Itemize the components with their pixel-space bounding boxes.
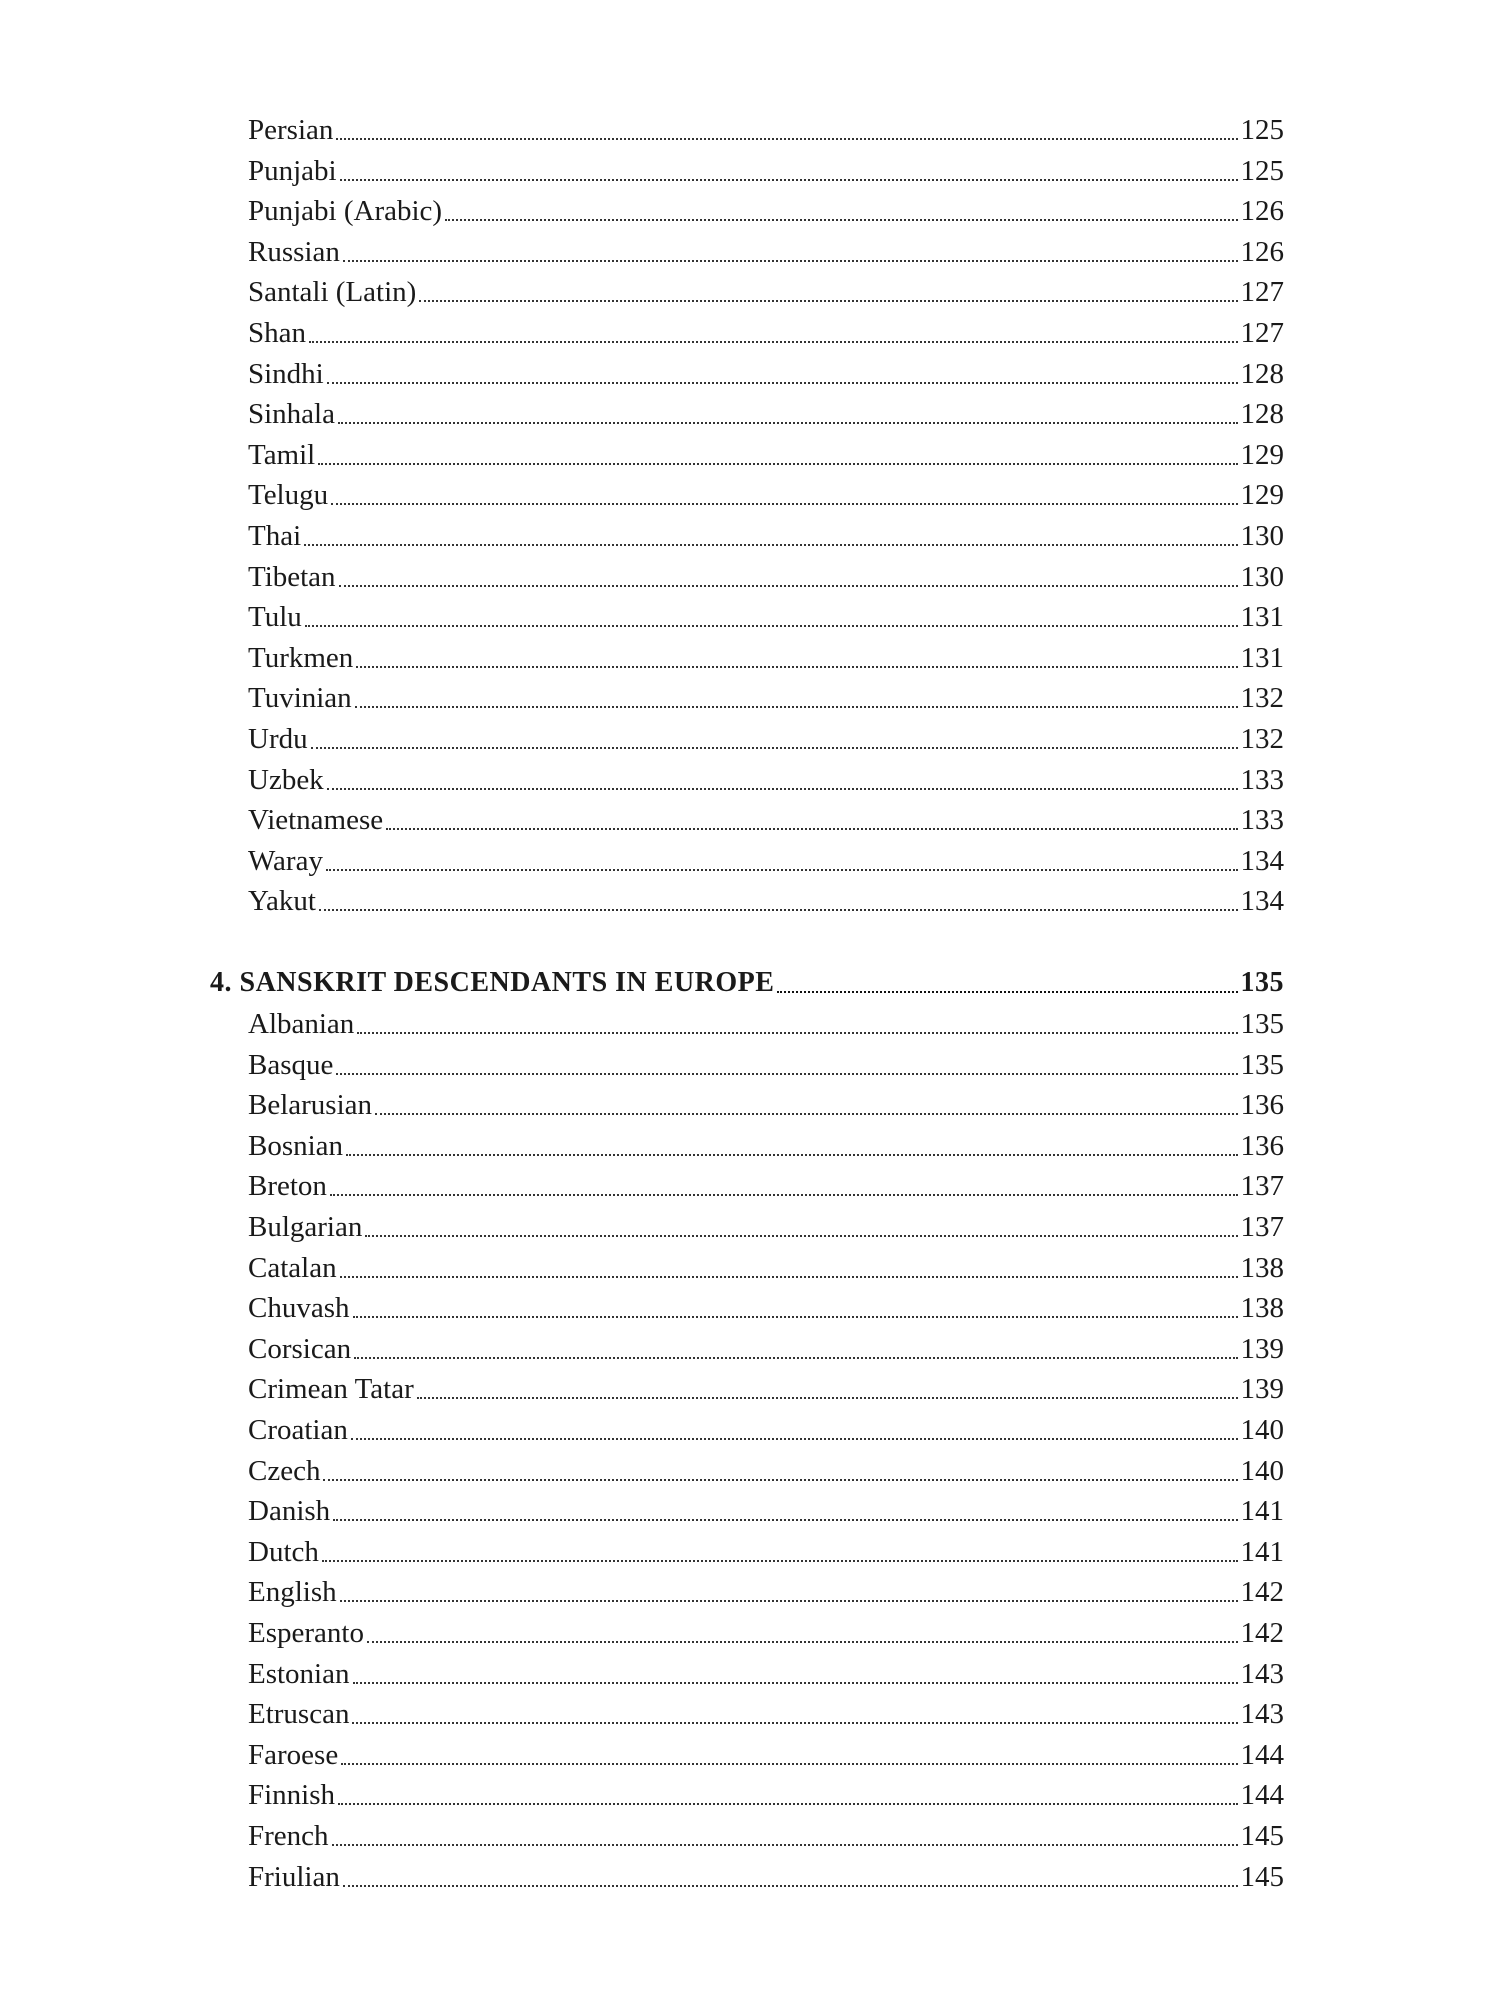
dot-leader (357, 1032, 1237, 1034)
dot-leader (338, 1803, 1237, 1805)
toc-entry-label: Danish (248, 1495, 331, 1527)
toc-entry-label: Sindhi (248, 358, 324, 390)
toc-entry-label: French (248, 1820, 329, 1852)
toc-entry[interactable] (248, 841, 1284, 881)
toc-page-number: 139 (1240, 1373, 1284, 1405)
toc-entry-label: Tulu (248, 601, 302, 633)
toc-page-number: 145 (1240, 1861, 1284, 1893)
dot-leader (777, 991, 1237, 993)
toc-entry-label: Uzbek (248, 764, 324, 796)
toc-entry-label: 4. SANSKRIT DESCENDANTS IN EUROPE (210, 967, 775, 998)
toc-entry[interactable] (248, 1735, 1284, 1775)
dot-leader (327, 788, 1238, 790)
toc-entry-label: Persian (248, 114, 334, 146)
dot-leader (327, 382, 1238, 384)
toc-entry-label: Shan (248, 317, 306, 349)
toc-entry[interactable] (248, 1045, 1284, 1085)
toc-page-number: 145 (1240, 1820, 1284, 1852)
dot-leader (330, 1194, 1238, 1196)
toc-entry[interactable] (248, 1207, 1284, 1247)
toc-page-number: 132 (1240, 682, 1284, 714)
dot-leader (340, 179, 1238, 181)
dot-leader (341, 1763, 1237, 1765)
toc-entry-label: Corsican (248, 1333, 352, 1365)
toc-entry-label: English (248, 1576, 337, 1608)
toc-entry-label: Tibetan (248, 561, 336, 593)
dot-leader (352, 1722, 1237, 1724)
toc-entry[interactable] (248, 516, 1284, 556)
toc-entry[interactable] (248, 1166, 1284, 1206)
toc-entry-label: Waray (248, 845, 323, 877)
toc-page-number: 134 (1240, 845, 1284, 877)
dot-leader (353, 1316, 1238, 1318)
toc-entry-label: Telugu (248, 479, 329, 511)
toc-page-number: 126 (1240, 195, 1284, 227)
toc-page-number: 135 (1240, 967, 1284, 998)
toc-entry[interactable] (248, 272, 1284, 312)
toc-page-number: 135 (1240, 1049, 1284, 1081)
toc-page-number: 131 (1240, 601, 1284, 633)
toc-entry-label: Dutch (248, 1536, 319, 1568)
dot-leader (351, 1438, 1238, 1440)
toc-page-number: 129 (1240, 439, 1284, 471)
dot-leader (331, 503, 1237, 505)
toc-entry-label: Crimean Tatar (248, 1373, 414, 1405)
dot-leader (343, 260, 1238, 262)
toc-page-number: 141 (1240, 1536, 1284, 1568)
toc-entry-label: Bosnian (248, 1130, 344, 1162)
dot-leader (367, 1641, 1238, 1643)
toc-entry-label: Punjabi (Arabic) (248, 195, 443, 227)
toc-entry-label: Thai (248, 520, 302, 552)
toc-entry[interactable] (248, 800, 1284, 840)
toc-entry[interactable] (248, 760, 1284, 800)
toc-entry[interactable] (248, 1613, 1284, 1653)
toc-entry[interactable] (248, 1288, 1284, 1328)
toc-page-number: 126 (1240, 236, 1284, 268)
toc-page-number: 142 (1240, 1576, 1284, 1608)
toc-entry-label: Albanian (248, 1008, 355, 1040)
dot-leader (336, 138, 1237, 140)
toc-entry[interactable] (248, 435, 1284, 475)
toc-entry[interactable] (248, 394, 1284, 434)
dot-leader (365, 1235, 1237, 1237)
toc-page-number: 138 (1240, 1292, 1284, 1324)
dot-leader (305, 625, 1238, 627)
toc-entry-label: Bulgarian (248, 1211, 363, 1243)
toc-page-number: 139 (1240, 1333, 1284, 1365)
toc-entry[interactable] (248, 1654, 1284, 1694)
dot-leader (417, 1397, 1238, 1399)
toc-entry-label: Friulian (248, 1861, 340, 1893)
toc-entry[interactable] (248, 1329, 1284, 1369)
dot-leader (355, 706, 1238, 708)
toc-entry[interactable] (248, 557, 1284, 597)
toc-entry[interactable] (248, 1248, 1284, 1288)
toc-entry-label: Catalan (248, 1252, 337, 1284)
dot-leader (332, 1844, 1238, 1846)
dot-leader (386, 828, 1237, 830)
toc-entry-label: Sinhala (248, 398, 335, 430)
toc-entry[interactable] (248, 881, 1284, 921)
toc-entry[interactable] (248, 1369, 1284, 1409)
toc-page-number: 128 (1240, 358, 1284, 390)
section-heading[interactable] (210, 963, 1284, 1003)
toc-entry[interactable] (248, 638, 1284, 678)
dot-leader (346, 1154, 1237, 1156)
toc-entry-label: Tuvinian (248, 682, 352, 714)
dot-leader (336, 1073, 1237, 1075)
toc-entry[interactable] (248, 1532, 1284, 1572)
toc-page-number: 132 (1240, 723, 1284, 755)
dot-leader (419, 300, 1237, 302)
toc-page-number: 144 (1240, 1739, 1284, 1771)
toc-entry-label: Etruscan (248, 1698, 350, 1730)
toc-entry[interactable] (248, 232, 1284, 272)
toc-entry-label: Turkmen (248, 642, 354, 674)
dot-leader (304, 544, 1237, 546)
toc-entry-label: Santali (Latin) (248, 276, 417, 308)
toc-entry[interactable] (248, 1572, 1284, 1612)
toc-entry[interactable] (248, 1491, 1284, 1531)
toc-entry[interactable] (248, 678, 1284, 718)
dot-leader (333, 1519, 1237, 1521)
toc-page-number: 125 (1240, 155, 1284, 187)
toc-entry-label: Tamil (248, 439, 316, 471)
dot-leader (375, 1113, 1237, 1115)
toc-page-number: 130 (1240, 561, 1284, 593)
toc-entry[interactable] (248, 354, 1284, 394)
toc-page-number: 136 (1240, 1089, 1284, 1121)
toc-entry[interactable] (248, 151, 1284, 191)
toc-page-number: 128 (1240, 398, 1284, 430)
dot-leader (354, 1357, 1237, 1359)
toc-page-number: 136 (1240, 1130, 1284, 1162)
dot-leader (343, 1885, 1238, 1887)
toc-page-number: 131 (1240, 642, 1284, 674)
dot-leader (340, 1600, 1238, 1602)
toc-page-number: 143 (1240, 1698, 1284, 1730)
toc-page-number: 144 (1240, 1779, 1284, 1811)
dot-leader (340, 1276, 1238, 1278)
toc-entry-label: Estonian (248, 1658, 350, 1690)
dot-leader (319, 909, 1238, 911)
toc-page-number: 129 (1240, 479, 1284, 511)
toc-entry-label: Yakut (248, 885, 316, 917)
toc-entry-label: Faroese (248, 1739, 339, 1771)
toc-entry-label: Esperanto (248, 1617, 364, 1649)
toc-page-number: 138 (1240, 1252, 1284, 1284)
toc-entry-label: Breton (248, 1170, 327, 1202)
toc-entry-label: Russian (248, 236, 340, 268)
toc-entry[interactable] (248, 1451, 1284, 1491)
toc-entry[interactable] (248, 1694, 1284, 1734)
toc-entry-label: Urdu (248, 723, 308, 755)
toc-page-number: 143 (1240, 1658, 1284, 1690)
toc-entry[interactable] (248, 475, 1284, 515)
toc-page-number: 125 (1240, 114, 1284, 146)
toc-entry-label: Basque (248, 1049, 334, 1081)
dot-leader (339, 585, 1238, 587)
toc-entry[interactable] (248, 597, 1284, 637)
toc-entry-label: Belarusian (248, 1089, 373, 1121)
toc-page-number: 135 (1240, 1008, 1284, 1040)
toc-entry[interactable] (248, 1004, 1284, 1044)
toc-entry[interactable] (248, 191, 1284, 231)
dot-leader (326, 869, 1238, 871)
toc-entry-label: Croatian (248, 1414, 348, 1446)
toc-entry-label: Finnish (248, 1779, 336, 1811)
dot-leader (353, 1682, 1238, 1684)
toc-page-number: 134 (1240, 885, 1284, 917)
toc-page-number: 141 (1240, 1495, 1284, 1527)
toc-page-number: 133 (1240, 764, 1284, 796)
dot-leader (309, 341, 1238, 343)
toc-entry-label: Vietnamese (248, 804, 384, 836)
toc-page-number: 133 (1240, 804, 1284, 836)
toc-page-number: 130 (1240, 520, 1284, 552)
toc-entry[interactable] (248, 1775, 1284, 1815)
toc-page-number: 137 (1240, 1211, 1284, 1243)
toc-page-number: 137 (1240, 1170, 1284, 1202)
toc-entry[interactable] (248, 719, 1284, 759)
toc-page-number: 127 (1240, 276, 1284, 308)
dot-leader (338, 422, 1238, 424)
toc-entry-label: Czech (248, 1455, 321, 1487)
toc-entry[interactable] (248, 1085, 1284, 1125)
toc-entry[interactable] (248, 313, 1284, 353)
toc-page-number: 140 (1240, 1455, 1284, 1487)
toc-page-number: 142 (1240, 1617, 1284, 1649)
toc-entry[interactable] (248, 1816, 1284, 1856)
toc-entry[interactable] (248, 110, 1284, 150)
dot-leader (323, 1479, 1237, 1481)
toc-page-number: 140 (1240, 1414, 1284, 1446)
toc-page-number: 127 (1240, 317, 1284, 349)
toc-entry[interactable] (248, 1410, 1284, 1450)
dot-leader (322, 1560, 1238, 1562)
dot-leader (445, 219, 1237, 221)
dot-leader (356, 666, 1237, 668)
dot-leader (318, 463, 1237, 465)
dot-leader (311, 747, 1238, 749)
toc-entry-label: Chuvash (248, 1292, 350, 1324)
toc-entry[interactable] (248, 1857, 1284, 1897)
toc-entry-label: Punjabi (248, 155, 337, 187)
toc-entry[interactable] (248, 1126, 1284, 1166)
